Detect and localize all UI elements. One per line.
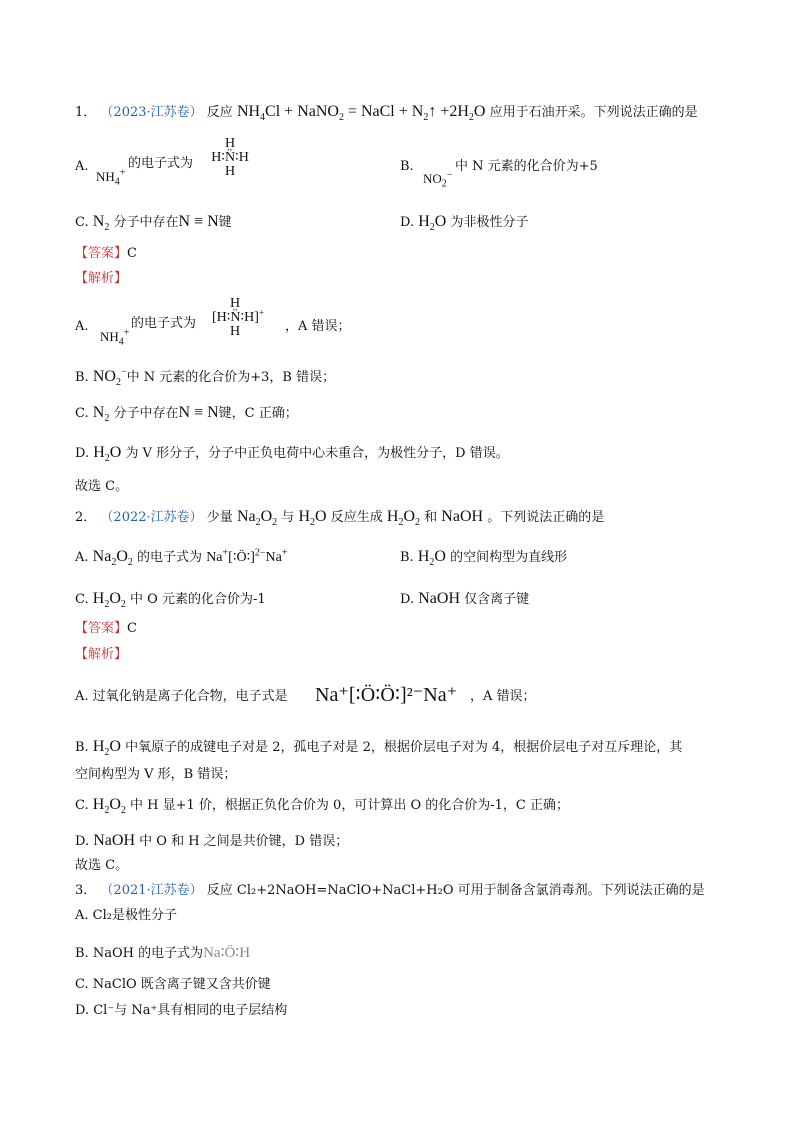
q1-option-b-ion: $NO_2^-$ [423,169,453,190]
q1-ex-a-lewis: H [H∶N̈∶H]+ H [211,296,265,339]
q2-conclusion: 故选 C。 [75,858,129,873]
q1-option-a-text: 的电子式为 [128,156,194,171]
answer-tag: 【答案】 [75,246,128,261]
question-source: （2022·江苏卷） [100,510,203,525]
q1-option-a-ion: $NH_4^+$ [96,167,126,188]
q2-analysis-tag: 【解析】 [75,647,128,662]
q1-option-b-label: B. [400,159,414,174]
q1-option-a-label: A. [75,159,89,174]
q1-ex-c: C. $N_2$ 分子中存在N ≡ N键，C 正确； [75,404,298,425]
q1-option-c: C. $N_2$ 分子中存在N ≡ N键 [75,213,232,234]
q3-option-d: D. Cl⁻与 Na⁺具有相同的电子层结构 [75,1003,288,1018]
reaction-equation: $NH_4Cl$ + NaNO$_2$ = NaCl + $N_2↑ +2H_2O$ [236,103,486,124]
q1-ex-a-tail: ，A 错误； [285,319,351,334]
q2-answer: 【答案】C [75,621,137,636]
q3-option-b-lewis: Na∶Ö∶H [203,945,251,961]
q2-ex-d: D. NaOH 中 O 和 H 之间是共价键，D 错误； [75,832,349,849]
q1-option-d: D. $H_2O$ 为非极性分子 [400,213,529,234]
q2-option-a: A. $Na_2O_2$ 的电子式为 Na+[∶Ö∶]$^{2-}$Na+ [75,547,288,569]
q1-ex-a-label: A. [75,319,89,334]
question-number: 2． [75,510,97,525]
answer-tag: 【答案】 [75,621,128,636]
q1-stem: 1． （2023·江苏卷） 反应 $NH_4Cl$ + NaNO$_2$ = NaCl + $N_2↑ +2H_2O$ 应用于石油开采。下列说法正确的是 [75,103,698,124]
q1-ex-a-text: 的电子式为 [131,316,197,331]
question-source: （2021·江苏卷） [100,883,203,898]
q3-option-a: A. Cl₂是极性分子 [75,908,177,923]
q1-answer: 【答案】C [75,246,137,261]
q2-option-b: B. $H_2O$ 的空间构型为直线形 [400,548,568,569]
q2-ex-b: B. $H_2O$ 中氧原子的成键电子对是 2，孤电子对是 2，根据价层电子对为 4，根据价层电子对互斥理论，其 [75,738,683,759]
q2-ex-c: C. $H_2O_2$ 中 H 显+1 价，根据正负化合价为 0，可计算出 O 的化合价为-1，C 正确； [75,796,569,817]
q2-stem: 2． （2022·江苏卷） 少量 $Na_2O_2$ 与 $H_2O$ 反应生成 $H_2O_2$ 和 NaOH 。下列说法正确的是 [75,508,605,529]
q1-option-b-text: 中 N 元素的化合价为+5 [455,159,598,174]
q1-ex-a-ion: $NH_4^+$ [100,327,130,348]
q1-ex-b: B. $NO_2^-$中 N 元素的化合价为+3，B 错误； [75,366,336,389]
question-source: （2023·江苏卷） [100,105,203,120]
q2-option-a-lewis: Na+[∶Ö∶]$^{2-}$Na+ [206,547,288,565]
q1-option-a-lewis: H H∶N̈∶H H [211,136,249,179]
q2-ex-a: A. 过氧化钠是离子化合物，电子式是 [75,689,288,704]
q2-ex-a-tail: ，A 错误； [470,689,536,704]
q3-option-c: C. NaClO 既含离子键又含共价键 [75,977,271,992]
q1-analysis-tag: 【解析】 [75,271,128,286]
q2-ex-b-cont: 空间构型为 V 形，B 错误； [75,767,237,782]
q2-option-d: D. NaOH 仅含离子键 [400,590,530,607]
q3-option-b: B. NaOH 的电子式为Na∶Ö∶H [75,945,251,961]
q1-conclusion: 故选 C。 [75,479,129,494]
q1-ex-d: D. $H_2O$ 为 V 形分子，分子中正负电荷中心未重合，为极性分子，D 错误。 [75,444,509,465]
q2-ex-a-lewis: Na⁺[∶Ö∶Ö∶]²⁻Na⁺ [315,684,458,706]
q2-option-c: C. $H_2O_2$ 中 O 元素的化合价为-1 [75,590,266,611]
q3-stem: 3． （2021·江苏卷） 反应 Cl₂+2NaOH=NaClO+NaCl+H₂O 可用于制备含氯消毒剂。下列说法正确的是 [75,883,705,898]
question-number: 1． [75,105,97,120]
question-number: 3． [75,883,97,898]
